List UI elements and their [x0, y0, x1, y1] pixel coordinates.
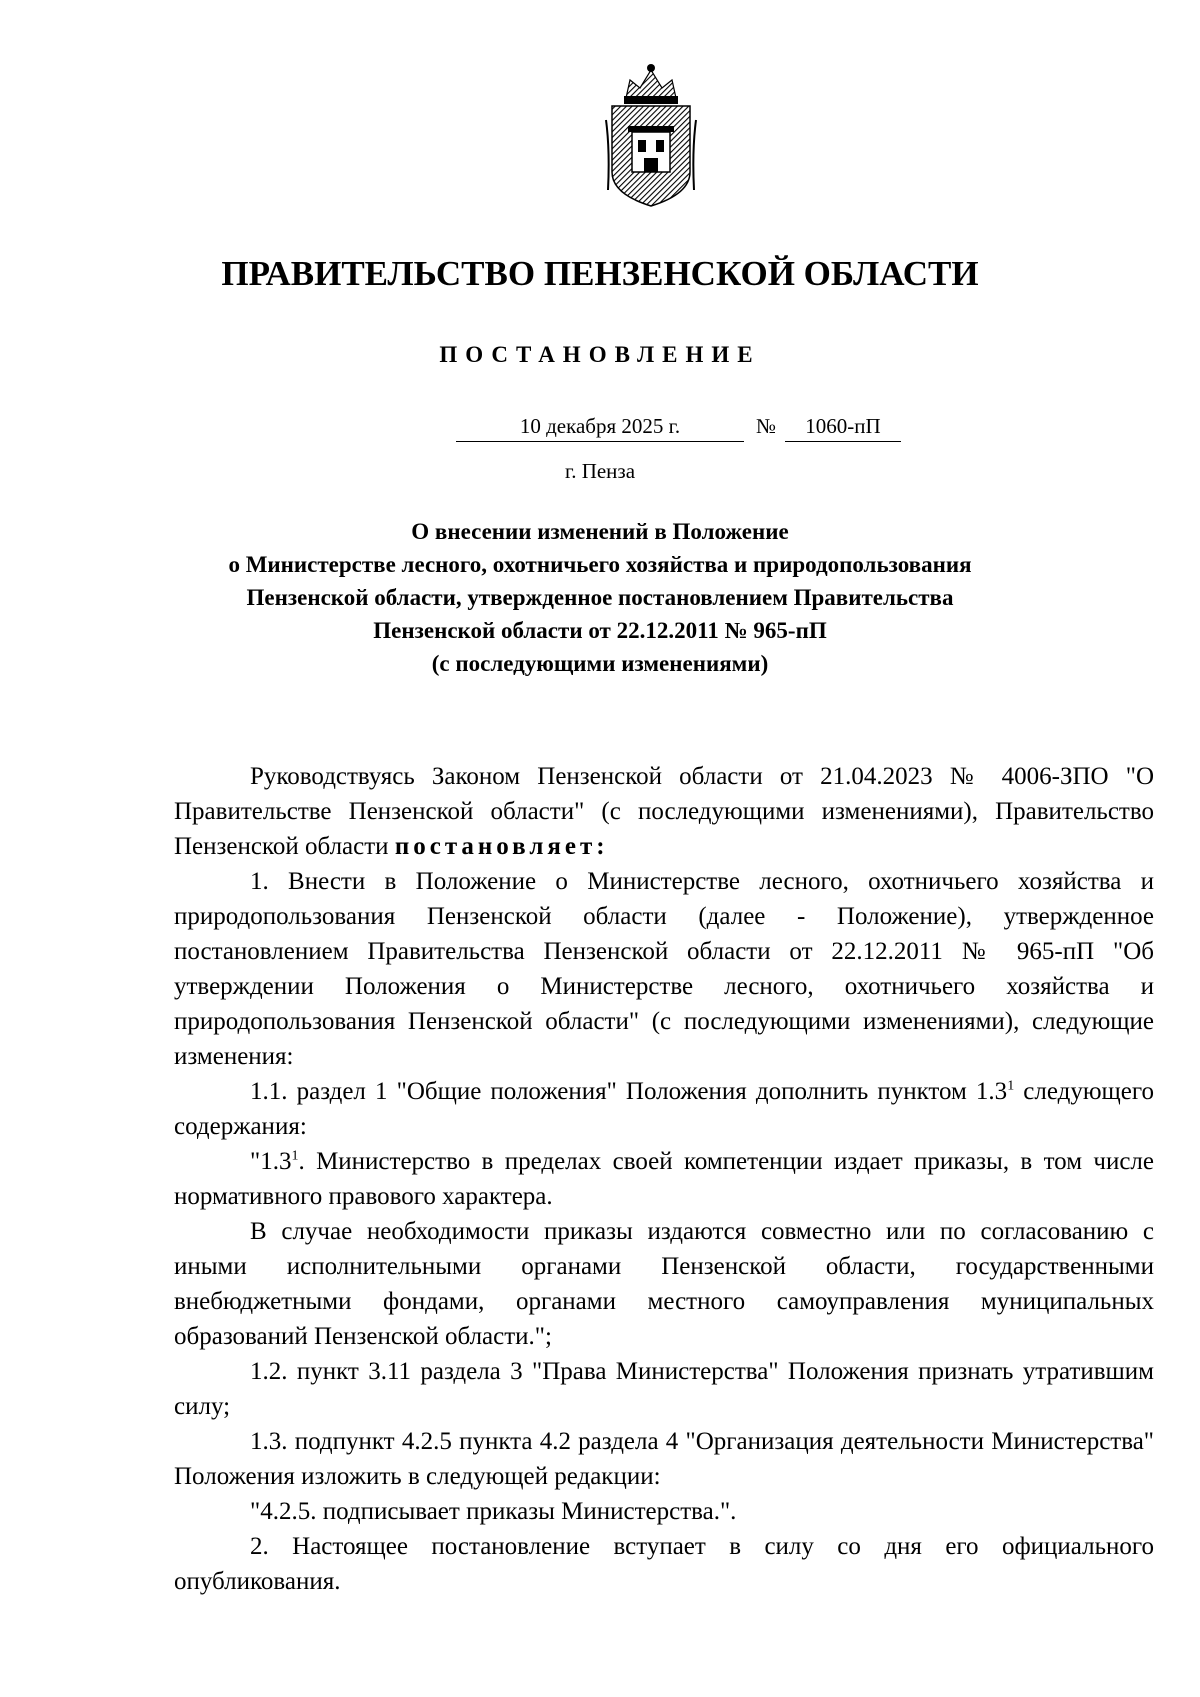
- subject-line: Пензенской области, утвержденное постановлением Правительства: [246, 585, 954, 610]
- paragraph: [174, 1074, 1154, 1144]
- paragraph: В случае необходимости приказы издаются совместно или по согласованию с иными исполнительными органами Пензенской области, государственными внебюджетными фондами, органами местного самоуправления муниципальных образований Пензенской области.";: [174, 1218, 1154, 1350]
- subject-line: (с последующими изменениями): [431, 651, 769, 676]
- subject-line: О внесении изменений в Положение: [411, 519, 789, 544]
- paragraph: 2. Настоящее постановление вступает в силу со дня его официального опубликования.: [174, 1533, 1154, 1595]
- document-body: [174, 759, 1154, 1599]
- document-number: 1060-пП: [785, 413, 901, 442]
- paragraph-text: "1.3: [250, 1148, 292, 1175]
- document-type: ПОСТАНОВЛЕНИЕ: [439, 342, 761, 367]
- government-title: ПРАВИТЕЛЬСТВО ПЕНЗЕНСКОЙ ОБЛАСТИ: [221, 254, 979, 293]
- paragraph-text: следующего содержания:: [174, 1078, 1154, 1140]
- paragraph-text: 1.1. раздел 1 "Общие положения" Положения дополнить пунктом 1.3: [250, 1078, 1008, 1105]
- number-sign: №: [755, 414, 777, 438]
- subject-line: Пензенской области от 22.12.2011 № 965-пП: [373, 618, 827, 643]
- paragraph: 1.2. пункт 3.11 раздела 3 "Права Министерства" Положения признать утратившим силу;: [174, 1358, 1154, 1420]
- superscript: 1: [1007, 1078, 1015, 1094]
- paragraph: 1. Внести в Положение о Министерстве лесного, охотничьего хозяйства и природопользования Пензенской области (далее - Положение), утвержденное постановлением Правительства Пензенской области от 22.12.2011 № 965-пП "Об утверждении Положения о Министерстве лесного, охотничьего хозяйства и природопользования Пензенской области" (с последующими изменениями), следующие изменения:: [174, 868, 1154, 1070]
- subject-line: о Министерстве лесного, охотничьего хозяйства и природопользования: [228, 552, 972, 577]
- paragraph: [174, 759, 1154, 864]
- paragraph-text: . Министерство в пределах своей компетенции издает приказы, в том числе нормативного правового характера.: [174, 1148, 1154, 1210]
- document-subject: [100, 515, 1100, 680]
- coat-of-arms-icon: [604, 60, 698, 210]
- paragraph: [174, 1144, 1154, 1214]
- document-city: г. Пенза: [564, 459, 636, 483]
- preamble-text: Руководствуясь Законом Пензенской области от 21.04.2023 № 4006-ЗПО "О Правительстве Пензенской области" (с последующими изменениями), Правительство Пензенской области: [174, 763, 1154, 860]
- superscript: 1: [291, 1148, 299, 1164]
- document-date: 10 декабря 2025 г.: [456, 413, 744, 442]
- paragraph: "4.2.5. подписывает приказы Министерства.".: [250, 1498, 737, 1525]
- resolution-verb: постановляет:: [394, 833, 609, 860]
- paragraph: 1.3. подпункт 4.2.5 пункта 4.2 раздела 4 "Организация деятельности Министерства" Положения изложить в следующей редакции:: [174, 1428, 1154, 1490]
